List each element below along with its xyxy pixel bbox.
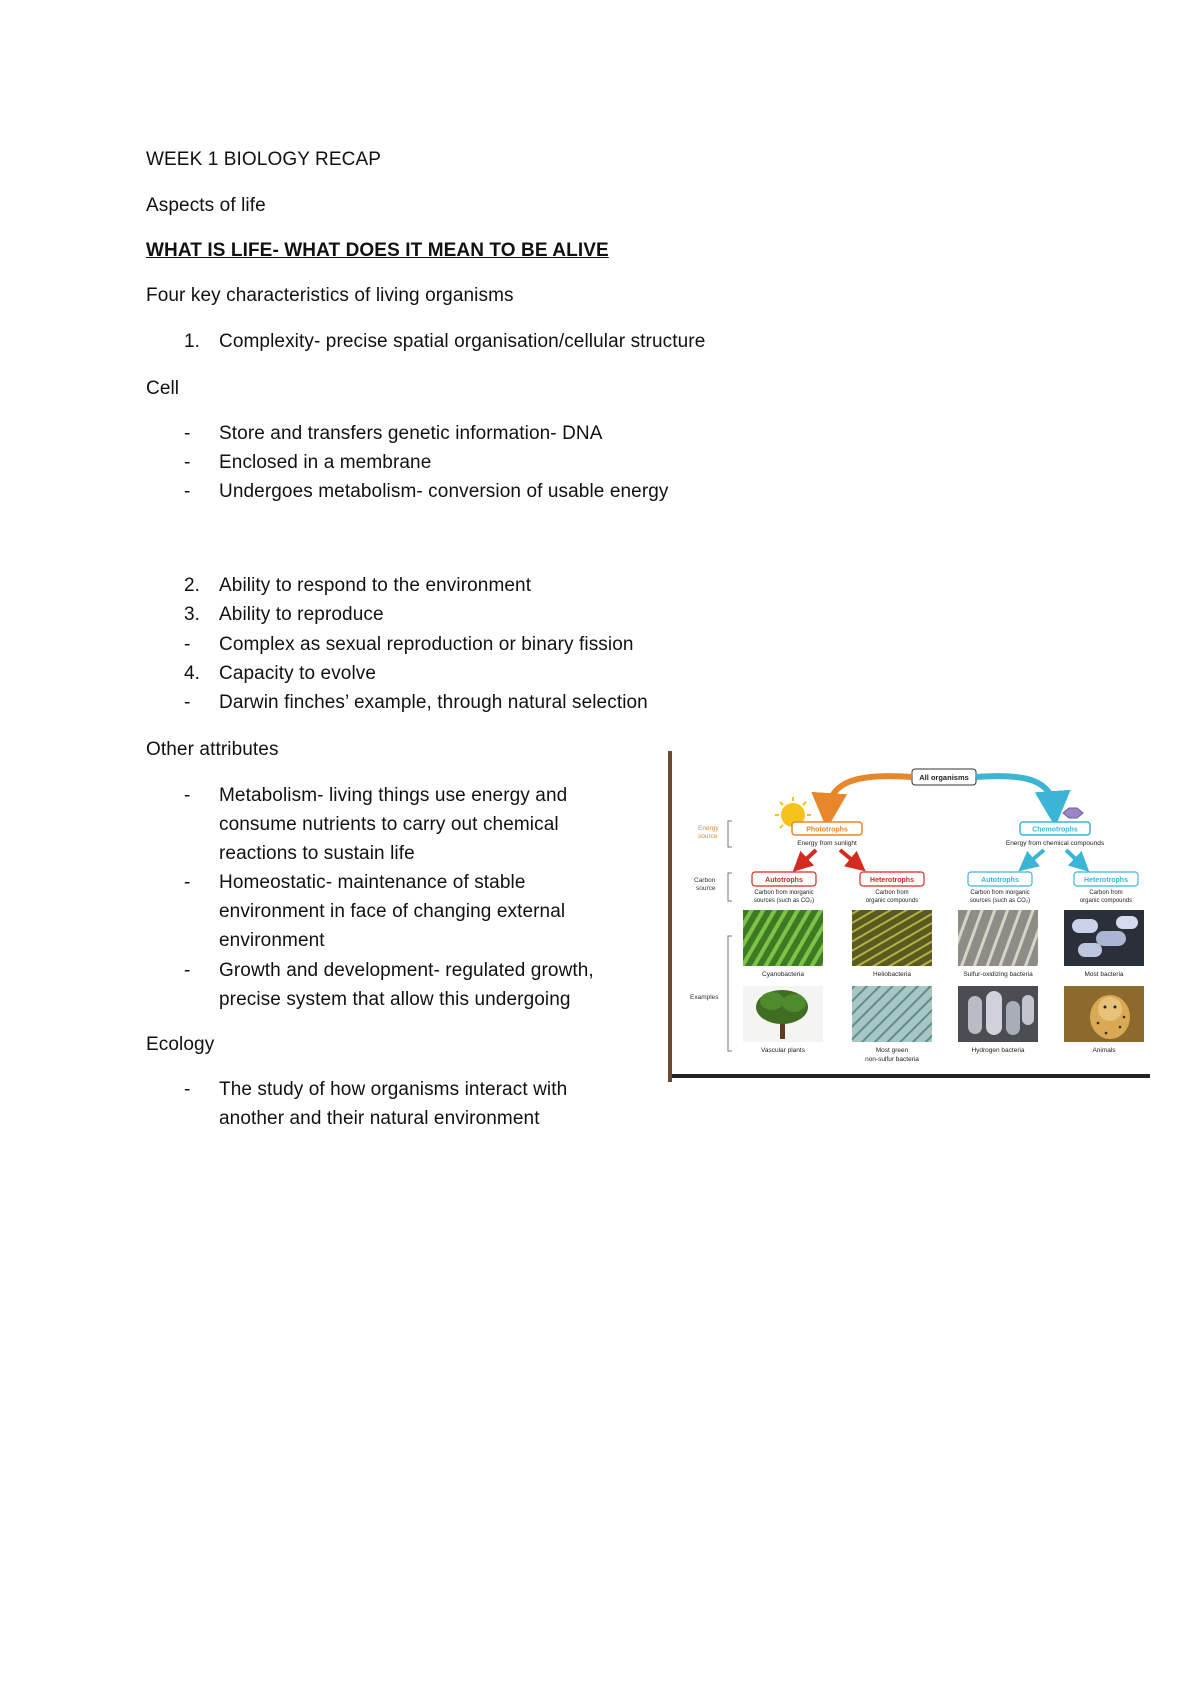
bullet-dash: - bbox=[184, 960, 191, 981]
animal-cheetah-image bbox=[1064, 986, 1144, 1042]
root-label: All organisms bbox=[919, 773, 969, 782]
example-caption: Most green bbox=[875, 1047, 909, 1054]
bullet-dash: - bbox=[184, 785, 191, 806]
chemo-autotrophs-node bbox=[968, 872, 1032, 904]
energy-source-label: source bbox=[698, 833, 718, 840]
list-number: 4. bbox=[184, 663, 200, 684]
other-line: Growth and development- regulated growth, bbox=[219, 960, 594, 981]
svg-text:Heterotrophs: Heterotrophs bbox=[870, 877, 914, 884]
bullet-dash: - bbox=[184, 423, 191, 444]
svg-text:organic compounds: organic compounds bbox=[865, 898, 919, 904]
photo-heterotrophs-node bbox=[860, 872, 924, 904]
chemotrophs-label: Chemotrophs bbox=[1032, 826, 1078, 834]
chemo-heterotrophs-node bbox=[1074, 872, 1138, 904]
other-attributes-heading: Other attributes bbox=[146, 739, 279, 760]
cyanobacteria-image bbox=[743, 910, 823, 966]
arrow-to-chemotrophs bbox=[976, 776, 1054, 809]
svg-text:Heterotrophs: Heterotrophs bbox=[1084, 877, 1128, 884]
energy-bracket bbox=[728, 821, 732, 847]
other-line: precise system that allow this undergoing bbox=[219, 989, 571, 1010]
arrow-red bbox=[800, 850, 816, 865]
examples-bracket bbox=[728, 936, 732, 1051]
cell-point-2: Enclosed in a membrane bbox=[219, 452, 432, 473]
other-line: Homeostatic- maintenance of stable bbox=[219, 872, 526, 893]
arrow-blue bbox=[1026, 850, 1044, 865]
cell-point-3: Undergoes metabolism- conversion of usable energy bbox=[219, 481, 669, 502]
bullet-dash: - bbox=[184, 481, 191, 502]
list-number: 1. bbox=[184, 331, 200, 352]
photo-autotrophs-node bbox=[752, 872, 816, 904]
svg-text:Carbon from: Carbon from bbox=[875, 890, 909, 896]
example-caption: Most bacteria bbox=[1084, 971, 1124, 978]
list-number: 2. bbox=[184, 575, 200, 596]
example-caption: non-sulfur bacteria bbox=[865, 1056, 919, 1063]
bullet-dash: - bbox=[184, 1079, 191, 1100]
other-line: consume nutrients to carry out chemical bbox=[219, 814, 559, 835]
arrow-red bbox=[840, 850, 858, 865]
svg-text:organic compounds: organic compounds bbox=[1079, 898, 1133, 904]
example-caption: Hydrogen bacteria bbox=[971, 1047, 1025, 1054]
bullet-dash: - bbox=[184, 872, 191, 893]
arrow-blue bbox=[1066, 850, 1082, 865]
bullet-dash: - bbox=[184, 634, 191, 655]
phototrophs-desc: Energy from sunlight bbox=[797, 840, 857, 847]
other-line: Metabolism- living things use energy and bbox=[219, 785, 568, 806]
cell-heading: Cell bbox=[146, 378, 180, 399]
figure-bottom-rule bbox=[672, 1074, 1150, 1078]
chemotrophs-desc: Energy from chemical compounds bbox=[1005, 840, 1105, 847]
example-caption: Heliobacteria bbox=[873, 971, 911, 978]
example-caption: Animals bbox=[1092, 1047, 1116, 1054]
doc-subtitle: Aspects of life bbox=[146, 195, 266, 216]
characteristic-2: Ability to respond to the environment bbox=[219, 575, 532, 596]
examples-label: Examples bbox=[690, 994, 719, 1001]
section-heading-what-is-life: WHAT IS LIFE- WHAT DOES IT MEAN TO BE ALIVE bbox=[146, 240, 609, 261]
other-line: environment bbox=[219, 930, 325, 951]
characteristic-3: Ability to reproduce bbox=[219, 604, 384, 625]
hydrogen-bacteria-image bbox=[958, 986, 1038, 1042]
intro-text: Four key characteristics of living organisms bbox=[146, 285, 514, 306]
carbon-bracket bbox=[728, 873, 732, 901]
cell-point-1: Store and transfers genetic information- DNA bbox=[219, 423, 603, 444]
vascular-plant-image bbox=[743, 986, 823, 1042]
heliobacteria-image bbox=[852, 910, 932, 966]
green-non-sulfur-bacteria-image bbox=[852, 986, 932, 1042]
figure-edge bbox=[668, 751, 672, 1082]
bullet-dash: - bbox=[184, 692, 191, 713]
organism-classification-figure bbox=[668, 751, 1150, 1082]
energy-source-label: Energy bbox=[698, 825, 719, 832]
example-caption: Vascular plants bbox=[761, 1047, 805, 1054]
list-number: 3. bbox=[184, 604, 200, 625]
characteristic-4: Capacity to evolve bbox=[219, 663, 377, 684]
bullet-dash: - bbox=[184, 452, 191, 473]
characteristic-4-detail: Darwin finches’ example, through natural selection bbox=[219, 692, 648, 713]
example-caption: Cyanobacteria bbox=[762, 971, 804, 978]
phototrophs-label: Phototrophs bbox=[806, 826, 848, 834]
carbon-source-label: Carbon bbox=[694, 877, 716, 884]
other-line: environment in face of changing external bbox=[219, 901, 566, 922]
ecology-line: The study of how organisms interact with bbox=[219, 1079, 568, 1100]
doc-title: WEEK 1 BIOLOGY RECAP bbox=[146, 149, 382, 170]
svg-text:Autotrophs: Autotrophs bbox=[981, 877, 1019, 884]
svg-text:Carbon from inorganic: Carbon from inorganic bbox=[970, 890, 1030, 896]
carbon-source-label: source bbox=[696, 885, 716, 892]
svg-text:sources (such as CO₂): sources (such as CO₂) bbox=[753, 898, 815, 904]
characteristic-1: Complexity- precise spatial organisation/cellular structure bbox=[219, 331, 706, 352]
other-line: reactions to sustain life bbox=[219, 843, 415, 864]
crystal-icon bbox=[1063, 808, 1083, 818]
most-bacteria-image bbox=[1064, 910, 1144, 966]
ecology-heading: Ecology bbox=[146, 1034, 215, 1055]
sulfur-oxidizing-bacteria-image bbox=[958, 910, 1038, 966]
characteristic-3-detail: Complex as sexual reproduction or binary fission bbox=[219, 634, 634, 655]
example-caption: Sulfur-oxidizing bacteria bbox=[963, 971, 1033, 978]
svg-text:sources (such as CO₂): sources (such as CO₂) bbox=[969, 898, 1031, 904]
arrow-to-phototrophs bbox=[828, 776, 912, 811]
svg-text:Carbon from: Carbon from bbox=[1089, 890, 1123, 896]
svg-text:Carbon from inorganic: Carbon from inorganic bbox=[754, 890, 814, 896]
svg-text:Autotrophs: Autotrophs bbox=[765, 877, 803, 884]
ecology-line: another and their natural environment bbox=[219, 1108, 540, 1129]
